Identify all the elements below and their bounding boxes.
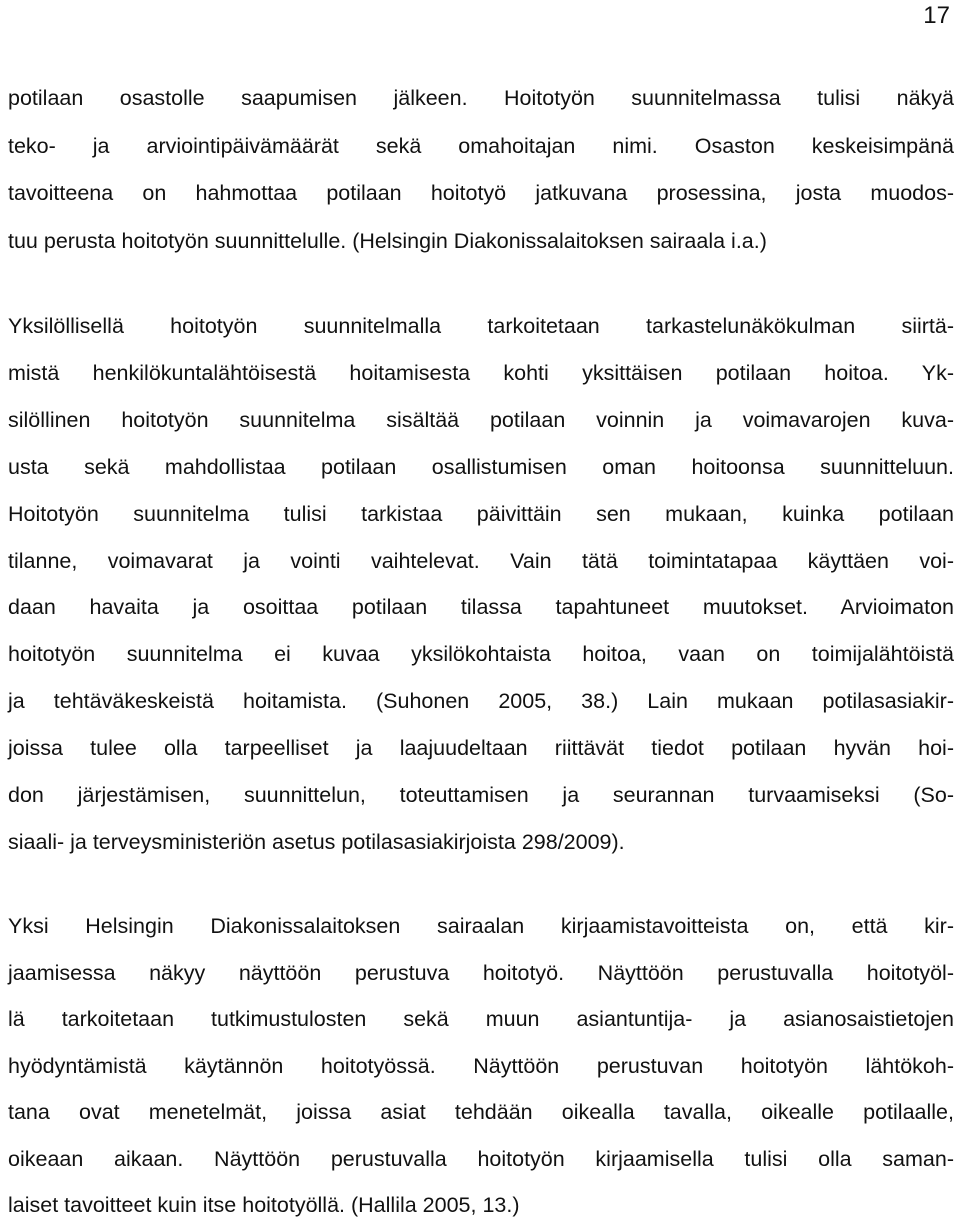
paragraph-2 (8, 303, 954, 866)
text-line: hoitotyön suunnitelma ei kuvaa yksilökohtaista hoitoa, vaan on toimijalähtöistä (8, 642, 954, 667)
text-line: tavoitteena on hahmottaa potilaan hoitotyö jatkuvana prosessina, josta muodos- (8, 181, 954, 205)
text-line: Yksilöllisellä hoitotyön suunnitelmalla tarkoitetaan tarkastelunäkökulman siirtä- (8, 314, 954, 338)
text-line: lä tarkoitetaan tutkimustulosten sekä muun asiantuntija- ja asianosaistietojen (8, 1007, 954, 1031)
text-line: jaamisessa näkyy näyttöön perustuva hoitotyö. Näyttöön perustuvalla hoitotyöl- (8, 960, 954, 985)
text-line: tilanne, voimavarat ja vointi vaihtelevat. Vain tätä toimintatapaa käyttäen voi- (8, 548, 954, 573)
text-line: tana ovat menetelmät, joissa asiat tehdään oikealla tavalla, oikealle potilaalle, (8, 1100, 954, 1124)
paragraph-3 (8, 903, 954, 1229)
text-line: usta sekä mahdollistaa potilaan osallistumisen oman hoitoonsa suunnitteluun. (8, 454, 954, 479)
text-line: Yksi Helsingin Diakonissalaitoksen sairaalan kirjaamistavoitteista on, että kir- (8, 914, 954, 938)
text-line: ja tehtäväkeskeistä hoitamista. (Suhonen 2005, 38.) Lain mukaan potilasasiakir- (8, 689, 954, 714)
text-line: don järjestämisen, suunnittelun, toteuttamisen ja seurannan turvaamiseksi (So- (8, 783, 954, 808)
text-line: oikeaan aikaan. Näyttöön perustuvalla hoitotyön kirjaamisella tulisi olla saman- (8, 1146, 954, 1171)
text-line: mistä henkilökuntalähtöisestä hoitamisesta kohti yksittäisen potilaan hoitoa. Yk- (8, 360, 954, 385)
text-line: silöllinen hoitotyön suunnitelma sisältää potilaan voinnin ja voimavarojen kuva- (8, 407, 954, 432)
text-line: teko- ja arviointipäivämäärät sekä omahoitajan nimi. Osaston keskeisimpänä (8, 133, 954, 158)
text-line: laiset tavoitteet kuin itse hoitotyöllä. (Hallila 2005, 13.) (8, 1193, 520, 1217)
text-line: tuu perusta hoitotyön suunnittelulle. (Helsingin Diakonissalaitoksen sairaala i.a.) (8, 228, 767, 253)
paragraph-1 (8, 75, 954, 265)
page-number: 17 (923, 2, 950, 29)
text-line: siaali- ja terveysministeriön asetus potilasasiakirjoista 298/2009). (8, 829, 625, 854)
text-line: joissa tulee olla tarpeelliset ja laajuudeltaan riittävät tiedot potilaan hyvän hoi- (8, 736, 954, 761)
text-line: Hoitotyön suunnitelma tulisi tarkistaa päivittäin sen mukaan, kuinka potilaan (8, 501, 954, 526)
text-line: potilaan osastolle saapumisen jälkeen. Hoitotyön suunnitelmassa tulisi näkyä (8, 86, 954, 110)
text-line: daan havaita ja osoittaa potilaan tilassa tapahtuneet muutokset. Arvioimaton (8, 595, 954, 620)
text-line: hyödyntämistä käytännön hoitotyössä. Näyttöön perustuvan hoitotyön lähtökoh- (8, 1053, 954, 1078)
